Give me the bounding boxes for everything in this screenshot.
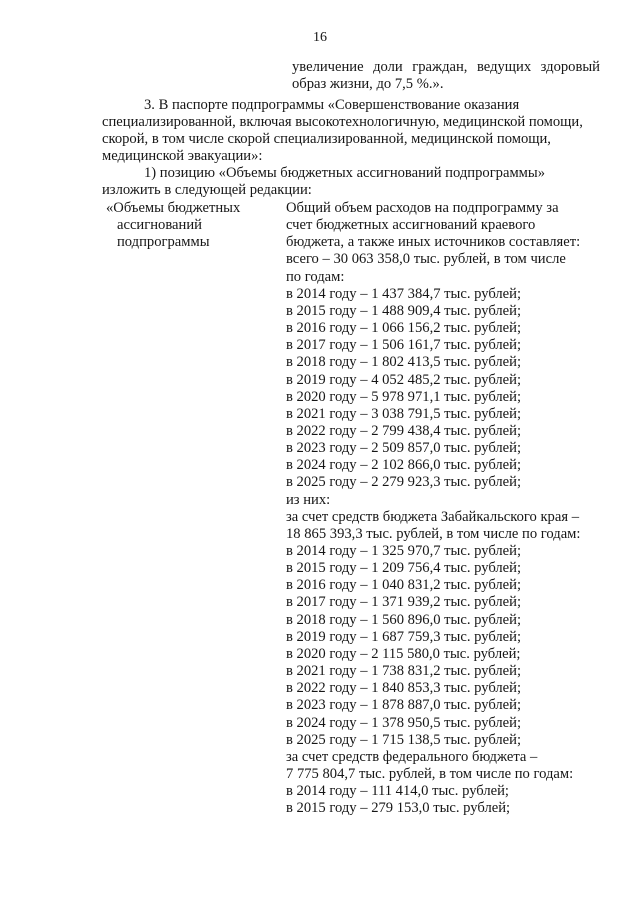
cell-line: в 2024 году – 1 378 950,5 тыс. рублей;: [286, 715, 522, 731]
text-line: 3. В паспорте подпрограммы «Совершенствование оказания: [144, 97, 520, 113]
cell-line: по годам:: [286, 269, 345, 285]
text-line: образ жизни, до 7,5 %.».: [292, 76, 444, 92]
cell-line: в 2020 году – 5 978 971,1 тыс. рублей;: [286, 389, 522, 405]
cell-line: в 2016 году – 1 066 156,2 тыс. рублей;: [286, 320, 522, 336]
cell-line: в 2017 году – 1 371 939,2 тыс. рублей;: [286, 594, 522, 610]
cell-line: подпрограммы: [117, 234, 210, 250]
cell-line: в 2025 году – 1 715 138,5 тыс. рублей;: [286, 732, 522, 748]
text-line: изложить в следующей редакции:: [102, 182, 312, 198]
cell-line: в 2023 году – 2 509 857,0 тыс. рублей;: [286, 440, 522, 456]
cell-line: в 2022 году – 2 799 438,4 тыс. рублей;: [286, 423, 522, 439]
cell-line: в 2017 году – 1 506 161,7 тыс. рублей;: [286, 337, 522, 353]
cell-line: из них:: [286, 492, 331, 508]
cell-line: в 2020 году – 2 115 580,0 тыс. рублей;: [286, 646, 521, 662]
cell-line: в 2014 году – 1 437 384,7 тыс. рублей;: [286, 286, 522, 302]
cell-line: за счет средств федерального бюджета –: [286, 749, 538, 765]
cell-line: в 2023 году – 1 878 887,0 тыс. рублей;: [286, 697, 522, 713]
cell-line: 18 865 393,3 тыс. рублей, в том числе по годам:: [286, 526, 581, 542]
cell-line: в 2015 году – 279 153,0 тыс. рублей;: [286, 800, 511, 816]
cell-line: в 2014 году – 1 325 970,7 тыс. рублей;: [286, 543, 522, 559]
cell-line: в 2025 году – 2 279 923,3 тыс. рублей;: [286, 474, 522, 490]
cell-line: ассигнований: [117, 217, 202, 233]
cell-line: за счет средств бюджета Забайкальского края –: [286, 509, 579, 525]
text-line: медицинской эвакуации»:: [102, 148, 263, 164]
text-line: 1) позицию «Объемы бюджетных ассигнований подпрограммы»: [144, 165, 546, 181]
text-line: специализированной, включая высокотехнологичную, медицинской помощи,: [102, 114, 583, 130]
cell-line: в 2018 году – 1 560 896,0 тыс. рублей;: [286, 612, 522, 628]
cell-line: в 2024 году – 2 102 866,0 тыс. рублей;: [286, 457, 522, 473]
cell-line: в 2015 году – 1 488 909,4 тыс. рублей;: [286, 303, 522, 319]
cell-line: бюджета, а также иных источников составляет:: [286, 234, 581, 250]
cell-line: в 2016 году – 1 040 831,2 тыс. рублей;: [286, 577, 522, 593]
cell-line: в 2021 году – 1 738 831,2 тыс. рублей;: [286, 663, 522, 679]
text-line: увеличение доли граждан, ведущих здоровый: [292, 59, 600, 75]
cell-line: Общий объем расходов на подпрограмму за: [286, 200, 559, 216]
cell-line: счет бюджетных ассигнований краевого: [286, 217, 536, 233]
text-line: скорой, в том числе скорой специализированной, медицинской помощи,: [102, 131, 551, 147]
cell-line: в 2021 году – 3 038 791,5 тыс. рублей;: [286, 406, 522, 422]
cell-line: в 2015 году – 1 209 756,4 тыс. рублей;: [286, 560, 522, 576]
cell-line: 7 775 804,7 тыс. рублей, в том числе по годам:: [286, 766, 574, 782]
cell-line: «Объемы бюджетных: [106, 200, 241, 216]
cell-line: в 2022 году – 1 840 853,3 тыс. рублей;: [286, 680, 522, 696]
cell-line: в 2019 году – 4 052 485,2 тыс. рублей;: [286, 372, 522, 388]
cell-line: в 2014 году – 111 414,0 тыс. рублей;: [286, 783, 509, 799]
cell-line: в 2018 году – 1 802 413,5 тыс. рублей;: [286, 354, 522, 370]
cell-line: в 2019 году – 1 687 759,3 тыс. рублей;: [286, 629, 522, 645]
page-number: 16: [313, 30, 327, 45]
cell-line: всего – 30 063 358,0 тыс. рублей, в том числе: [286, 251, 566, 267]
